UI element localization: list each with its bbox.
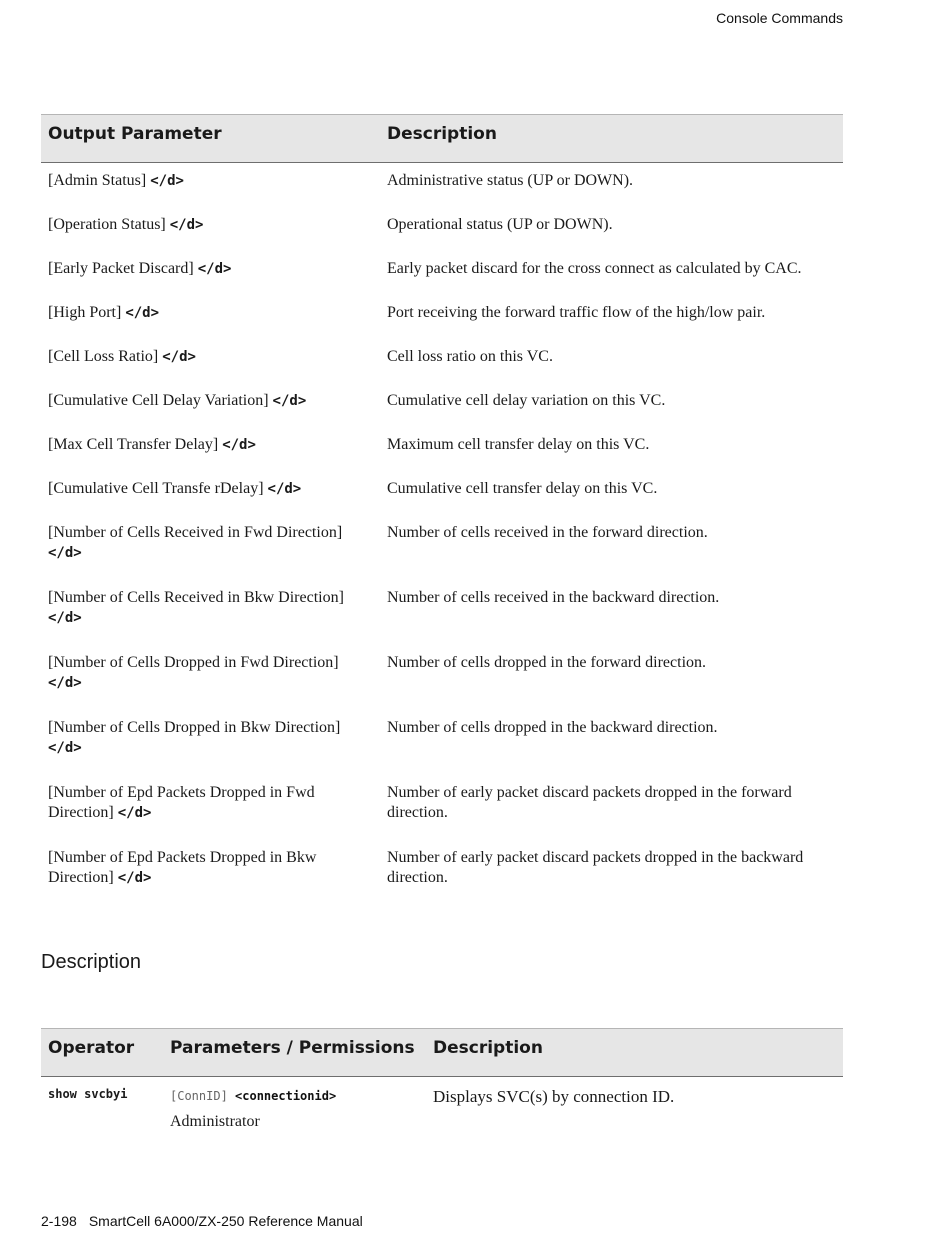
table-row [41, 471, 843, 515]
table-row [41, 163, 843, 208]
table-row [41, 339, 843, 383]
param-tag: </d> [48, 545, 82, 561]
param-tag: </d> [48, 740, 82, 756]
param-name: [Admin Status] [48, 172, 147, 189]
table-header-row [41, 1029, 843, 1077]
param-cell [41, 840, 380, 905]
param-cell [41, 339, 380, 383]
section-heading-description: Description [41, 951, 142, 973]
desc-cell: Port receiving the forward traffic flow of the high/low pair. [387, 304, 766, 321]
column-header-operator: Operator [41, 1029, 163, 1077]
table-row [41, 775, 843, 840]
param-cell [41, 427, 380, 471]
desc-cell: Operational status (UP or DOWN). [387, 216, 613, 233]
command-table [41, 1028, 843, 1157]
param-line [170, 1089, 419, 1103]
desc-cell: Displays SVC(s) by connection ID. [433, 1087, 675, 1106]
param-cell [41, 710, 380, 775]
param-name: [Cumulative Cell Delay Variation] [48, 392, 269, 409]
param-cell [41, 295, 380, 339]
param-tag: </d> [150, 173, 184, 189]
param-cell [41, 471, 380, 515]
param-tag: </d> [272, 393, 307, 409]
param-cell [41, 163, 380, 208]
param-cell [41, 383, 380, 427]
desc-cell: Number of cells dropped in the backward direction. [387, 719, 718, 736]
param-name: [Number of Cells Received in Bkw Direction] [48, 589, 344, 606]
manual-title: SmartCell 6A000/ZX-250 Reference Manual [88, 1213, 363, 1229]
param-tag: </d> [222, 437, 256, 453]
param-tag: </d> [48, 675, 82, 691]
param-name: [Number of Cells Dropped in Fwd Direction] [48, 654, 339, 671]
param-tag: </d> [162, 349, 196, 365]
param-name: [High Port] [48, 304, 122, 321]
param-cell [41, 515, 380, 580]
param-name: [Number of Epd Packets Dropped in Fwd Direction] [48, 784, 315, 821]
page-footer [41, 1213, 363, 1229]
table-row [41, 580, 843, 645]
param-cell [41, 775, 380, 840]
param-tag: </d> [48, 610, 82, 626]
desc-cell: Cell loss ratio on this VC. [387, 348, 553, 365]
table-row [41, 840, 843, 905]
column-header-output-parameter: Output Parameter [41, 115, 380, 163]
table-row [41, 207, 843, 251]
param-name: [Number of Cells Dropped in Bkw Direction] [48, 719, 341, 736]
param-name: [Operation Status] [48, 216, 166, 233]
params-cell [163, 1077, 426, 1158]
output-parameter-table [41, 114, 843, 905]
desc-cell: Maximum cell transfer delay on this VC. [387, 436, 650, 453]
param-name: [Number of Epd Packets Dropped in Bkw Direction] [48, 849, 317, 886]
param-label: [ConnID] [170, 1089, 228, 1103]
desc-cell: Number of cells received in the backward direction. [387, 589, 720, 606]
page-number: 2-198 [41, 1213, 77, 1229]
param-name: [Max Cell Transfer Delay] [48, 436, 219, 453]
table-row [41, 251, 843, 295]
param-value: <connectionid> [235, 1089, 337, 1103]
param-cell [41, 207, 380, 251]
param-cell [41, 251, 380, 295]
desc-cell: Number of cells received in the forward direction. [387, 524, 708, 541]
param-name: [Cumulative Cell Transfe rDelay] [48, 480, 264, 497]
table-row [41, 383, 843, 427]
desc-cell: Early packet discard for the cross connect as calculated by CAC. [387, 260, 802, 277]
desc-cell: Administrative status (UP or DOWN). [387, 172, 634, 189]
desc-cell: Number of early packet discard packets dropped in the forward direction. [387, 784, 792, 821]
param-name: [Early Packet Discard] [48, 260, 194, 277]
desc-cell: Number of cells dropped in the forward direction. [387, 654, 707, 671]
param-tag: </d> [267, 481, 302, 497]
table-row [41, 645, 843, 710]
param-tag: </d> [197, 261, 232, 277]
column-header-description: Description [426, 1029, 843, 1077]
table-row [41, 427, 843, 471]
param-cell [41, 645, 380, 710]
table-row [41, 710, 843, 775]
param-tag: </d> [169, 217, 204, 233]
desc-cell: Cumulative cell transfer delay on this VC. [387, 480, 658, 497]
running-header: Console Commands [716, 10, 843, 26]
param-cell [41, 580, 380, 645]
desc-cell: Cumulative cell delay variation on this VC. [387, 392, 666, 409]
table-row [41, 515, 843, 580]
column-header-parameters-permissions: Parameters / Permissions [163, 1029, 426, 1077]
param-name: [Number of Cells Received in Fwd Direction] [48, 524, 343, 541]
operator-cell: show svcbyi [48, 1087, 128, 1101]
table-row [41, 295, 843, 339]
column-header-description: Description [380, 115, 843, 163]
param-tag: </d> [125, 305, 160, 321]
param-tag: </d> [117, 870, 152, 886]
permission-text: Administrator [170, 1113, 260, 1130]
table-header-row [41, 115, 843, 163]
desc-cell: Number of early packet discard packets dropped in the backward direction. [387, 849, 804, 886]
param-tag: </d> [117, 805, 152, 821]
param-name: [Cell Loss Ratio] [48, 348, 159, 365]
table-row [41, 1077, 843, 1158]
